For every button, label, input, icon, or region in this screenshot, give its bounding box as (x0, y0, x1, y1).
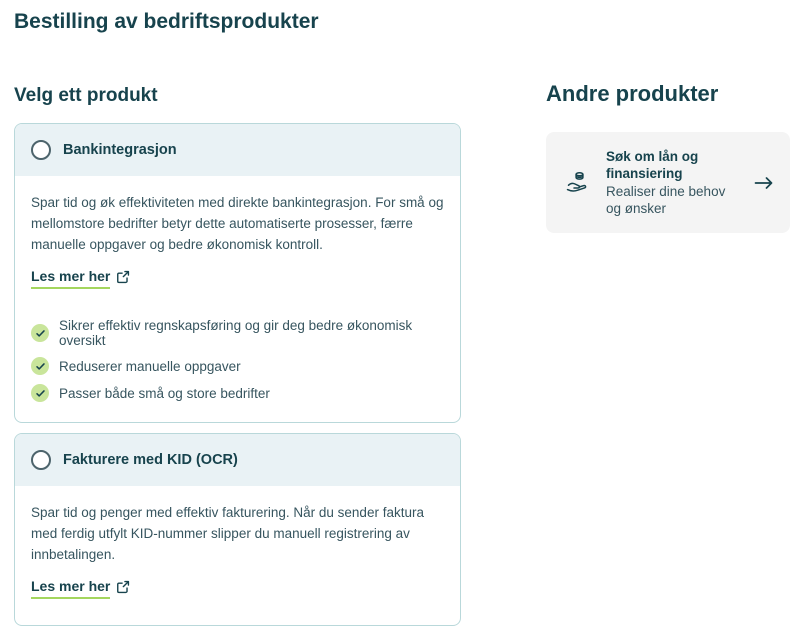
read-more-link-bankintegrasjon[interactable] (31, 268, 130, 289)
product-card-fakturere-kid-ocr (14, 433, 461, 626)
page-title: Bestilling av bedriftsprodukter (14, 10, 319, 33)
section-title-velg-ett-produkt: Velg ett produkt (14, 85, 158, 106)
benefit-item (31, 384, 444, 402)
product-title: Fakturere med KID (OCR) (63, 452, 238, 468)
product-card-body (15, 176, 460, 422)
product-option-bankintegrasjon[interactable] (15, 124, 460, 176)
product-description: Spar tid og øk effektiviteten med direkte bankintegrasjon. For små og mellomstore bedrifter betyr dette automatiserte prosesser, færre manuelle oppgaver og bedre økonomisk kontroll. (31, 195, 444, 252)
other-product-title: Søk om lån og finansiering (606, 149, 699, 181)
read-more-label: Les mer her (31, 578, 110, 599)
product-description: Spar tid og penger med effektiv fakturering. Når du sender faktura med ferdig utfylt KID-nummer slipper du manuell registrering av innbetalingen. (31, 505, 424, 562)
benefit-text: Passer både små og store bedrifter (59, 385, 270, 401)
other-product-subtitle: Realiser dine behov og ønsker (606, 184, 726, 216)
hand-coins-icon (564, 169, 592, 197)
benefit-text: Sikrer effektiv regnskapsføring og gir deg bedre økonomisk oversikt (59, 318, 413, 348)
check-icon (31, 324, 49, 342)
radio-fakturere-kid-ocr[interactable] (31, 450, 51, 470)
check-icon (31, 384, 49, 402)
section-title-andre-produkter: Andre produkter (546, 81, 719, 106)
benefit-item (31, 357, 444, 375)
product-title: Bankintegrasjon (63, 142, 177, 158)
benefit-text: Reduserer manuelle oppgaver (59, 358, 241, 374)
read-more-link-fakturere-kid-ocr[interactable] (31, 578, 130, 599)
benefit-list (31, 318, 444, 402)
read-more-label: Les mer her (31, 268, 110, 289)
external-link-icon (116, 583, 130, 594)
arrow-right-icon (754, 176, 774, 190)
check-icon (31, 357, 49, 375)
external-link-icon (116, 273, 130, 284)
radio-bankintegrasjon[interactable] (31, 140, 51, 160)
product-option-fakturere-kid-ocr[interactable] (15, 434, 460, 486)
product-card-bankintegrasjon (14, 123, 461, 423)
other-products-section (546, 81, 790, 233)
product-selection-section (14, 84, 461, 636)
benefit-item (31, 318, 444, 348)
other-product-card-lan-finansiering[interactable] (546, 132, 790, 233)
other-product-texts (606, 148, 740, 217)
product-card-body (15, 486, 460, 625)
